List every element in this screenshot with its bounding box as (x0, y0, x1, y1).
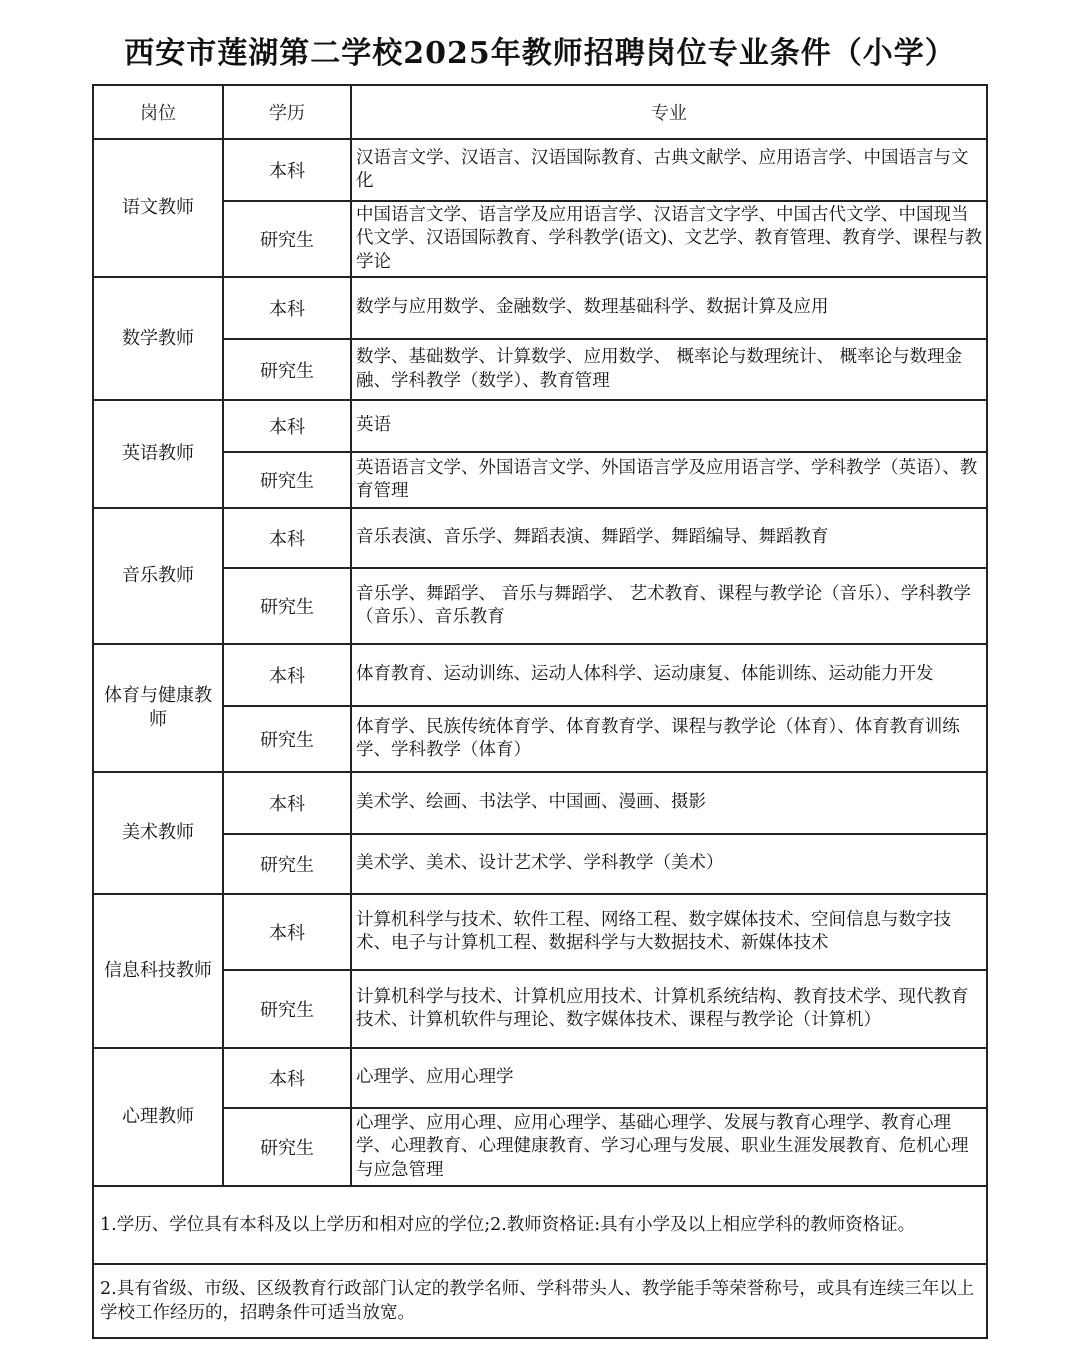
position-cell: 语文教师 (93, 139, 223, 277)
education-cell: 研究生 (223, 834, 351, 894)
position-cell: 心理教师 (93, 1048, 223, 1186)
education-cell: 研究生 (223, 970, 351, 1048)
table-row (93, 970, 987, 1048)
major-cell: 英语 (351, 400, 987, 452)
major-cell: 美术学、绘画、书法学、中国画、漫画、摄影 (351, 772, 987, 834)
major-cell: 中国语言文学、语言学及应用语言学、汉语言文字学、中国古代文学、中国现当代文学、汉语国际教育、学科教学(语文)、文艺学、教育管理、教育学、课程与教学论 (351, 201, 987, 277)
major-cell: 心理学、应用心理、应用心理学、基础心理学、发展与教育心理学、教育心理学、心理教育、心理健康教育、学习心理与发展、职业生涯发展教育、危机心理与应急管理 (351, 1108, 987, 1186)
position-cell: 信息科技教师 (93, 894, 223, 1048)
major-cell: 计算机科学与技术、计算机应用技术、计算机系统结构、教育技术学、现代教育技术、计算机软件与理论、数字媒体技术、课程与教学论（计算机） (351, 970, 987, 1048)
note-1: 1.学历、学位具有本科及以上学历和相对应的学位;2.教师资格证:具有小学及以上相应学科的教师资格证。 (93, 1186, 987, 1264)
table-row (93, 894, 987, 970)
major-cell: 音乐表演、音乐学、舞蹈表演、舞蹈学、舞蹈编导、舞蹈教育 (351, 508, 987, 568)
table-row (93, 452, 987, 508)
education-cell: 研究生 (223, 339, 351, 400)
table-row (93, 772, 987, 834)
education-cell: 研究生 (223, 706, 351, 772)
table-row (93, 644, 987, 706)
table-row (93, 139, 987, 201)
position-cell: 数学教师 (93, 277, 223, 400)
major-cell: 音乐学、舞蹈学、 音乐与舞蹈学、 艺术教育、课程与教学论（音乐）、学科教学（音乐）、音乐教育 (351, 568, 987, 644)
position-cell: 音乐教师 (93, 508, 223, 644)
education-cell: 研究生 (223, 1108, 351, 1186)
major-cell: 体育教育、运动训练、运动人体科学、运动康复、体能训练、运动能力开发 (351, 644, 987, 706)
education-cell: 研究生 (223, 201, 351, 277)
major-cell: 英语语言文学、外国语言文学、外国语言学及应用语言学、学科教学（英语）、教育管理 (351, 452, 987, 508)
education-cell: 本科 (223, 772, 351, 834)
header-row (93, 85, 987, 139)
requirements-table (92, 84, 988, 1339)
note-row (93, 1264, 987, 1338)
document-title: 西安市莲湖第二学校2025年教师招聘岗位专业条件（小学） (124, 36, 956, 71)
note-2: 2.具有省级、市级、区级教育行政部门认定的教学名师、学科带头人、教学能手等荣誉称号，或具有连续三年以上学校工作经历的，招聘条件可适当放宽。 (93, 1264, 987, 1338)
header-education: 学历 (223, 85, 351, 139)
education-cell: 本科 (223, 894, 351, 970)
position-cell: 英语教师 (93, 400, 223, 508)
header-position: 岗位 (93, 85, 223, 139)
table-row (93, 508, 987, 568)
table-row (93, 339, 987, 400)
table-row (93, 400, 987, 452)
education-cell: 本科 (223, 1048, 351, 1108)
education-cell: 本科 (223, 644, 351, 706)
table-row (93, 706, 987, 772)
major-cell: 美术学、美术、设计艺术学、学科教学（美术） (351, 834, 987, 894)
position-cell: 美术教师 (93, 772, 223, 894)
position-cell: 体育与健康教师 (93, 644, 223, 772)
education-cell: 本科 (223, 139, 351, 201)
note-row (93, 1186, 987, 1264)
table-row (93, 201, 987, 277)
major-cell: 体育学、民族传统体育学、体育教育学、课程与教学论（体育）、体育教育训练学、学科教学（体育） (351, 706, 987, 772)
education-cell: 研究生 (223, 568, 351, 644)
major-cell: 汉语言文学、汉语言、汉语国际教育、古典文献学、应用语言学、中国语言与文化 (351, 139, 987, 201)
major-cell: 数学、基础数学、计算数学、应用数学、 概率论与数理统计、 概率论与数理金融、学科教学（数学）、教育管理 (351, 339, 987, 400)
table-row (93, 277, 987, 339)
table-row (93, 1108, 987, 1186)
header-major: 专业 (351, 85, 987, 139)
major-cell: 计算机科学与技术、软件工程、网络工程、数字媒体技术、空间信息与数字技术、电子与计算机工程、数据科学与大数据技术、新媒体技术 (351, 894, 987, 970)
major-cell: 数学与应用数学、金融数学、数理基础科学、数据计算及应用 (351, 277, 987, 339)
table-row (93, 834, 987, 894)
education-cell: 本科 (223, 400, 351, 452)
table-row (93, 1048, 987, 1108)
education-cell: 研究生 (223, 452, 351, 508)
major-cell: 心理学、应用心理学 (351, 1048, 987, 1108)
education-cell: 本科 (223, 508, 351, 568)
education-cell: 本科 (223, 277, 351, 339)
table-row (93, 568, 987, 644)
